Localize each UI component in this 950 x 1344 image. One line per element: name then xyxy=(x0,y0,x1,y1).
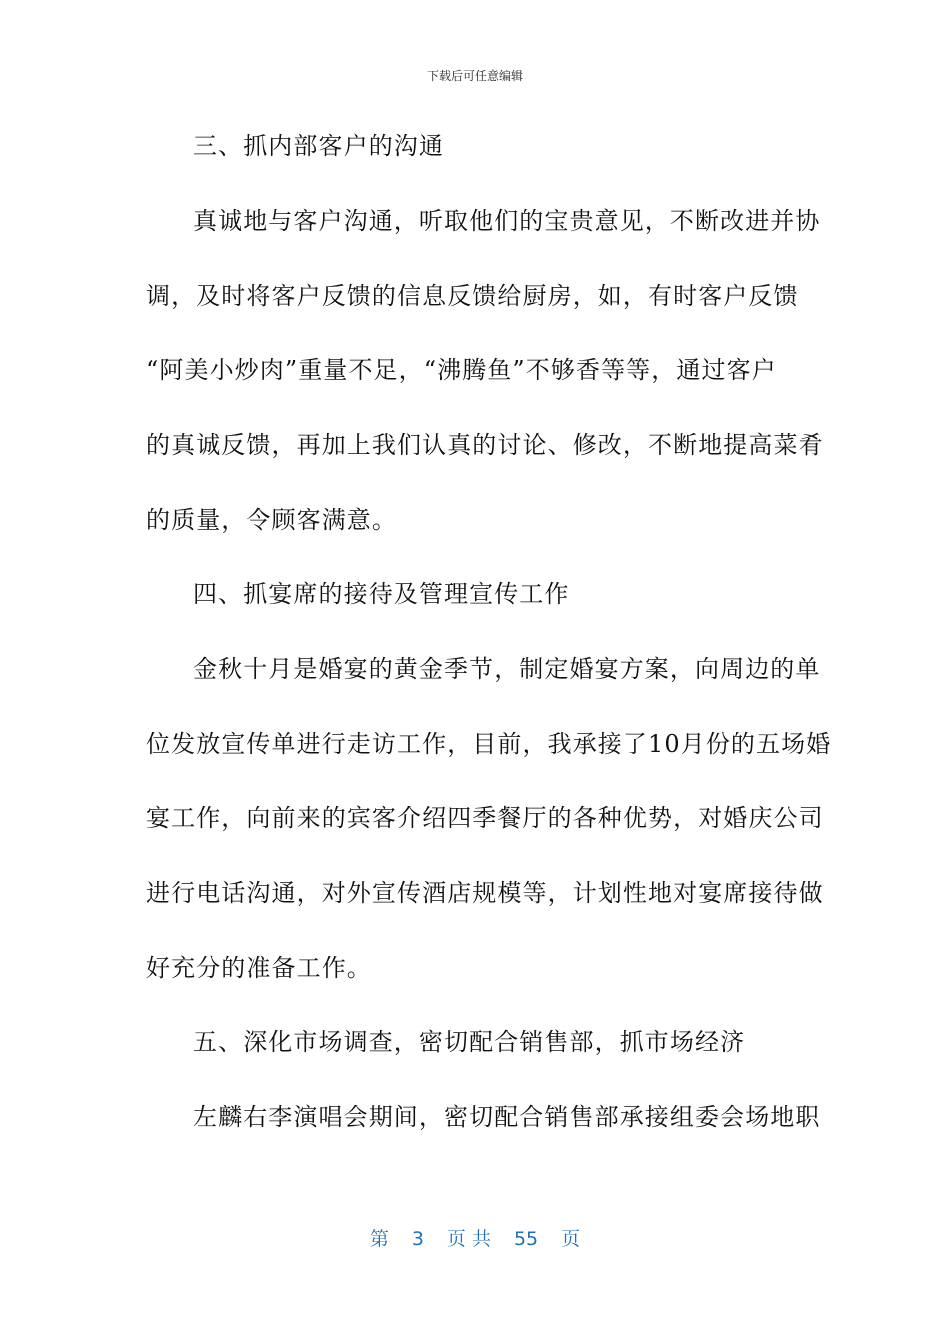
paragraph-line: 宴工作，向前来的宾客介绍四季餐厅的各种优势，对婚庆公司 xyxy=(146,804,824,832)
paragraph-line: 调，及时将客户反馈的信息反馈给厨房，如，有时客户反馈 xyxy=(146,282,799,310)
paragraph-line: 的质量，令顾客满意。 xyxy=(146,506,397,534)
page-header-note: 下载后可任意编辑 xyxy=(426,69,523,83)
page-prefix: 第 xyxy=(369,1228,389,1250)
section-heading-4: 四、抓宴席的接待及管理宣传工作 xyxy=(193,580,570,608)
total-pages-number: 55 xyxy=(513,1228,539,1250)
paragraph-line: 位发放宣传单进行走访工作，目前，我承接了10月份的五场婚 xyxy=(146,730,832,758)
page-middle-label: 页 共 xyxy=(446,1228,491,1250)
section-heading-3: 三、抓内部客户的沟通 xyxy=(193,132,444,160)
paragraph-line: 进行电话沟通，对外宣传酒店规模等，计划性地对宴席接待做 xyxy=(146,879,824,907)
page-footer xyxy=(0,1226,950,1252)
paragraph-line: 金秋十月是婚宴的黄金季节，制定婚宴方案，向周边的单 xyxy=(193,655,821,683)
paragraph-line: 左麟右李演唱会期间，密切配合销售部承接组委会场地职 xyxy=(193,1103,821,1131)
current-page-number: 3 xyxy=(411,1228,424,1250)
page-suffix: 页 xyxy=(561,1228,581,1250)
paragraph-line: “阿美小炒肉”重量不足，“沸腾鱼”不够香等等，通过客户 xyxy=(146,356,777,384)
paragraph-line: 好充分的准备工作。 xyxy=(146,954,372,982)
paragraph-line: 的真诚反馈，再加上我们认真的讨论、修改，不断地提高菜肴 xyxy=(146,431,824,459)
section-heading-5: 五、深化市场调查，密切配合销售部，抓市场经济 xyxy=(193,1028,746,1056)
paragraph-line: 真诚地与客户沟通，听取他们的宝贵意见，不断改进并协 xyxy=(193,207,821,235)
